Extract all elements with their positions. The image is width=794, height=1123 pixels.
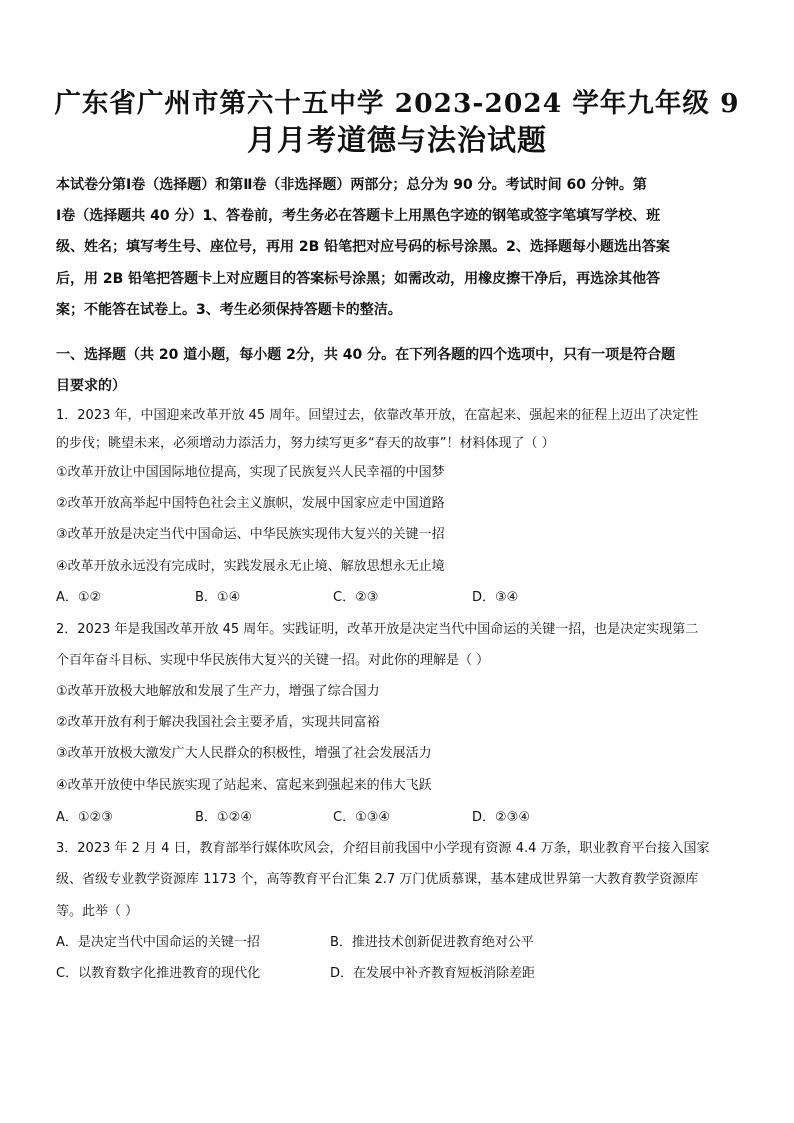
option-b[interactable]: B．①②④ [195,810,252,825]
instructions-line: 本试卷分第Ⅰ卷（选择题）和第Ⅱ卷（非选择题）两部分；总分为 90 分。考试时间 60 分钟。第 [56,177,647,193]
option-b[interactable]: B．①④ [195,590,241,605]
option-b[interactable]: B．推进技术创新促进教育绝对公平 [330,935,534,950]
instructions-line: Ⅰ卷（选择题共 40 分）1、答卷前，考生务必在答题卡上用黑色字迹的钢笔或签字笔填写学校、班 [56,208,661,224]
answer-options [56,934,746,954]
question-stem-line: 的步伐；眺望未来，必须增动力添活力，努力续写更多“春天的故事”！材料体现了（ ） [56,436,555,451]
statement-item: ③改革开放是决定当代中国命运、中华民族实现伟大复兴的关键一招 [56,527,445,542]
statement-item: ④改革开放使中华民族实现了站起来、富起来到强起来的伟大飞跃 [56,778,432,793]
option-d[interactable]: D．在发展中补齐教育短板消除差距 [330,966,536,981]
option-a[interactable]: A．是决定当代中国命运的关键一招 [56,935,260,950]
answer-options [56,965,746,985]
question-stem-line: 3．2023 年 2 月 4 日，教育部举行媒体吹风会，介绍目前我国中小学现有资源 4.4 万条，职业教育平台接入国家 [56,841,710,856]
statement-item: ②改革开放有利于解决我国社会主要矛盾，实现共同富裕 [56,715,380,730]
option-c[interactable]: C．①③④ [333,810,391,825]
section-heading-line: 目要求的） [56,378,126,394]
statement-item: ①改革开放极大地解放和发展了生产力，增强了综合国力 [56,684,380,699]
question-stem-line: 级、省级专业教学资源库 1173 个，高等教育平台汇集 2.7 万门优质慕课，基本建成世界第一大教育教学资源库 [56,872,699,887]
statement-item: ③改革开放极大激发广大人民群众的积极性，增强了社会发展活力 [56,746,432,761]
exam-title-line-2: 月月考道德与法治试题 [246,123,547,157]
question-stem-line: 等。此举（ ） [56,904,139,919]
statement-item: ④改革开放永远没有完成时，实践发展永无止境、解放思想永无止境 [56,559,445,574]
instructions-line: 后，用 2B 铅笔把答题卡上对应题目的答案标号涂黑；如需改动，用橡皮擦干净后，再选涂其他答 [56,271,661,287]
option-c[interactable]: C．以教育数字化推进教育的现代化 [56,966,261,981]
question-stem-line: 个百年奋斗目标、实现中华民族伟大复兴的关键一招。对此你的理解是（ ） [56,653,490,668]
statement-item: ①改革开放让中国国际地位提高，实现了民族复兴人民幸福的中国梦 [56,465,445,480]
statement-item: ②改革开放高举起中国特色社会主义旗帜，发展中国家应走中国道路 [56,496,445,511]
option-a[interactable]: A．①② [56,590,102,605]
option-a[interactable]: A．①②③ [56,810,113,825]
exam-title-line-1: 广东省广州市第六十五中学 2023-2024 学年九年级 9 [54,88,740,119]
option-c[interactable]: C．②③ [333,590,379,605]
instructions-line: 案；不能答在试卷上。3、考生必须保持答题卡的整洁。 [56,302,402,318]
option-d[interactable]: D．②③④ [472,810,530,825]
option-d[interactable]: D．③④ [472,590,519,605]
question-stem-line: 1．2023 年，中国迎来改革开放 45 周年。回望过去，依靠改革开放，在富起来、强起来的征程上迈出了决定性 [56,408,699,423]
instructions-line: 级、姓名；填写考生号、座位号，再用 2B 铅笔把对应号码的标号涂黑。2、选择题每小题选出答案 [56,239,670,255]
question-stem-line: 2．2023 年是我国改革开放 45 周年。实践证明，改革开放是决定当代中国命运的关键一招，也是决定实现第二 [56,622,699,637]
answer-options [56,809,746,829]
answer-options [56,589,746,609]
section-heading-line: 一、选择题（共 20 道小题，每小题 2分，共 40 分。在下列各题的四个选项中，只有一项是符合题 [56,347,676,363]
